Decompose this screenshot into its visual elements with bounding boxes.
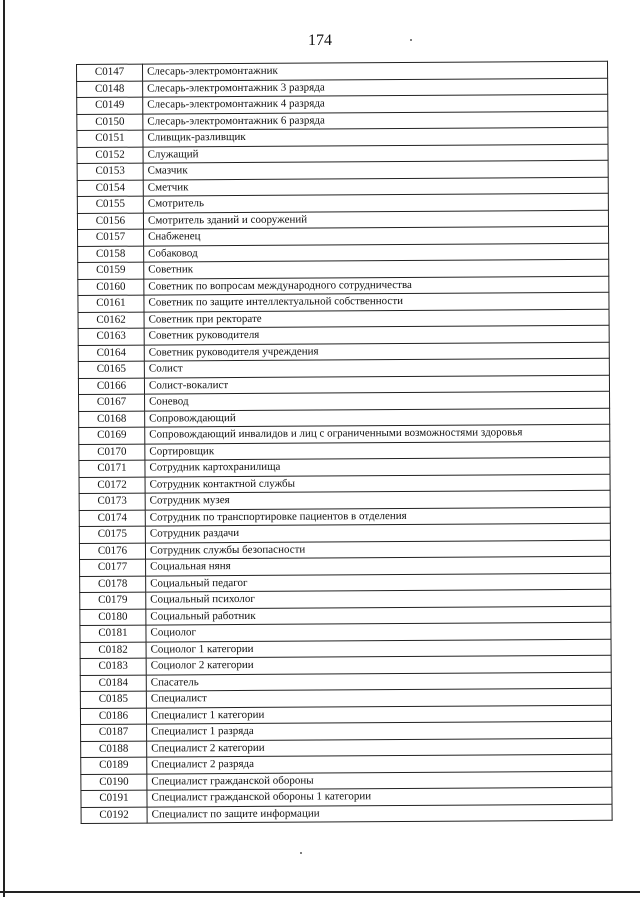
occupation-code: C0175 <box>79 526 145 543</box>
occupation-code: C0155 <box>77 196 143 213</box>
occupation-name: Сотрудник раздачи <box>145 523 610 542</box>
occupation-name: Слесарь-электромонтажник 4 разряда <box>143 94 608 113</box>
occupation-code: C0174 <box>79 510 145 527</box>
occupation-name: Специалист гражданской обороны <box>147 771 612 790</box>
occupation-code: C0189 <box>81 757 147 774</box>
occupation-code: C0153 <box>77 163 143 180</box>
occupation-code: C0154 <box>77 180 143 197</box>
occupation-code: C0178 <box>80 576 146 593</box>
occupation-code: C0176 <box>79 543 145 560</box>
occupation-name: Советник по вопросам международного сотрудничества <box>144 276 609 295</box>
scan-edge-bottom <box>0 891 640 893</box>
occupation-name: Собаковод <box>144 243 609 262</box>
occupation-code: C0150 <box>77 114 143 131</box>
occupation-name: Сопровождающий инвалидов и лиц с ограниченными возможностями здоровья <box>145 424 610 443</box>
occupation-code: C0148 <box>77 81 143 98</box>
occupation-code: C0166 <box>78 378 144 395</box>
occupation-code: C0171 <box>79 460 145 477</box>
occupation-name: Сотрудник по транспортировке пациентов в отделения <box>145 507 610 526</box>
occupation-code: C0181 <box>80 625 146 642</box>
occupation-name: Советник по защите интеллектуальной собственности <box>144 292 609 311</box>
occupation-codes-table <box>76 61 613 824</box>
occupation-code: C0152 <box>77 147 143 164</box>
occupation-code: C0156 <box>77 213 143 230</box>
occupation-name: Советник <box>144 259 609 278</box>
occupation-name: Смазчик <box>143 160 608 179</box>
occupation-code: C0187 <box>81 724 147 741</box>
occupation-name: Социальный педагог <box>146 573 611 592</box>
occupation-name: Социолог 1 категории <box>146 639 611 658</box>
occupation-code: C0165 <box>78 361 144 378</box>
occupation-code: C0180 <box>80 609 146 626</box>
occupation-name: Слесарь-электромонтажник 3 разряда <box>143 78 608 97</box>
occupation-code: C0183 <box>80 658 146 675</box>
scan-speck <box>300 852 302 854</box>
occupation-code: C0157 <box>78 229 144 246</box>
occupation-name: Специалист 1 категории <box>146 705 611 724</box>
occupation-name: Спасатель <box>146 672 611 691</box>
occupation-code: C0164 <box>78 345 144 362</box>
occupation-code: C0159 <box>78 262 144 279</box>
occupation-name: Сопровождающий <box>145 408 610 427</box>
occupation-code: C0186 <box>80 708 146 725</box>
occupation-name: Социальный работник <box>146 606 611 625</box>
occupation-name: Служащий <box>143 144 608 163</box>
occupation-code: C0188 <box>81 741 147 758</box>
occupation-code: C0192 <box>81 807 147 824</box>
occupation-code: C0167 <box>79 394 145 411</box>
occupation-name: Сотрудник службы безопасности <box>145 540 610 559</box>
occupation-code: C0170 <box>79 444 145 461</box>
occupation-code: C0182 <box>80 642 146 659</box>
occupation-name: Солист <box>144 358 609 377</box>
occupation-code: C0179 <box>80 592 146 609</box>
occupation-code: C0185 <box>80 691 146 708</box>
occupation-code: C0172 <box>79 477 145 494</box>
scan-edge-left <box>3 0 5 897</box>
occupation-name: Соневод <box>145 391 610 410</box>
table-body <box>77 61 613 823</box>
page-number: 174 <box>308 32 332 49</box>
occupation-name: Социальная няня <box>146 556 611 575</box>
occupation-code: C0147 <box>77 64 143 81</box>
occupation-name: Смотритель зданий и сооружений <box>143 210 608 229</box>
occupation-code: C0169 <box>79 427 145 444</box>
occupation-code: C0173 <box>79 493 145 510</box>
occupation-code: C0163 <box>78 328 144 345</box>
occupation-code: C0190 <box>81 774 147 791</box>
occupation-name: Сортировщик <box>145 441 610 460</box>
occupation-name: Смотритель <box>143 193 608 212</box>
occupation-name: Слесарь-электромонтажник <box>143 61 608 80</box>
occupation-code: C0160 <box>78 279 144 296</box>
occupation-name: Специалист 2 категории <box>147 738 612 757</box>
occupation-name: Специалист гражданской обороны 1 категории <box>147 787 612 806</box>
occupation-code: C0149 <box>77 97 143 114</box>
occupation-name: Социолог <box>146 622 611 641</box>
occupation-name: Специалист по защите информации <box>147 804 612 823</box>
occupation-name: Сметчик <box>143 177 608 196</box>
occupation-name: Сливщик-разливщик <box>143 127 608 146</box>
occupation-name: Сотрудник музея <box>145 490 610 509</box>
occupation-name: Солист-вокалист <box>144 375 609 394</box>
occupation-name: Социолог 2 категории <box>146 655 611 674</box>
occupation-code: C0162 <box>78 312 144 329</box>
occupation-code: C0191 <box>81 790 147 807</box>
occupation-name: Сотрудник картохранилища <box>145 457 610 476</box>
occupation-name: Советник руководителя учреждения <box>144 342 609 361</box>
table-row <box>81 804 612 824</box>
occupation-code: C0158 <box>78 246 144 263</box>
occupation-code: C0161 <box>78 295 144 312</box>
occupation-name: Специалист 2 разряда <box>147 754 612 773</box>
occupation-name: Снабженец <box>144 226 609 245</box>
occupation-name: Социальный психолог <box>146 589 611 608</box>
occupation-name: Специалист 1 разряда <box>147 721 612 740</box>
occupation-code: C0177 <box>80 559 146 576</box>
occupation-name: Советник руководителя <box>144 325 609 344</box>
occupation-code: C0168 <box>79 411 145 428</box>
occupation-code: C0151 <box>77 130 143 147</box>
occupation-name: Слесарь-электромонтажник 6 разряда <box>143 111 608 130</box>
occupation-name: Сотрудник контактной службы <box>145 474 610 493</box>
occupation-name: Специалист <box>146 688 611 707</box>
occupation-name: Советник при ректорате <box>144 309 609 328</box>
occupation-code: C0184 <box>80 675 146 692</box>
